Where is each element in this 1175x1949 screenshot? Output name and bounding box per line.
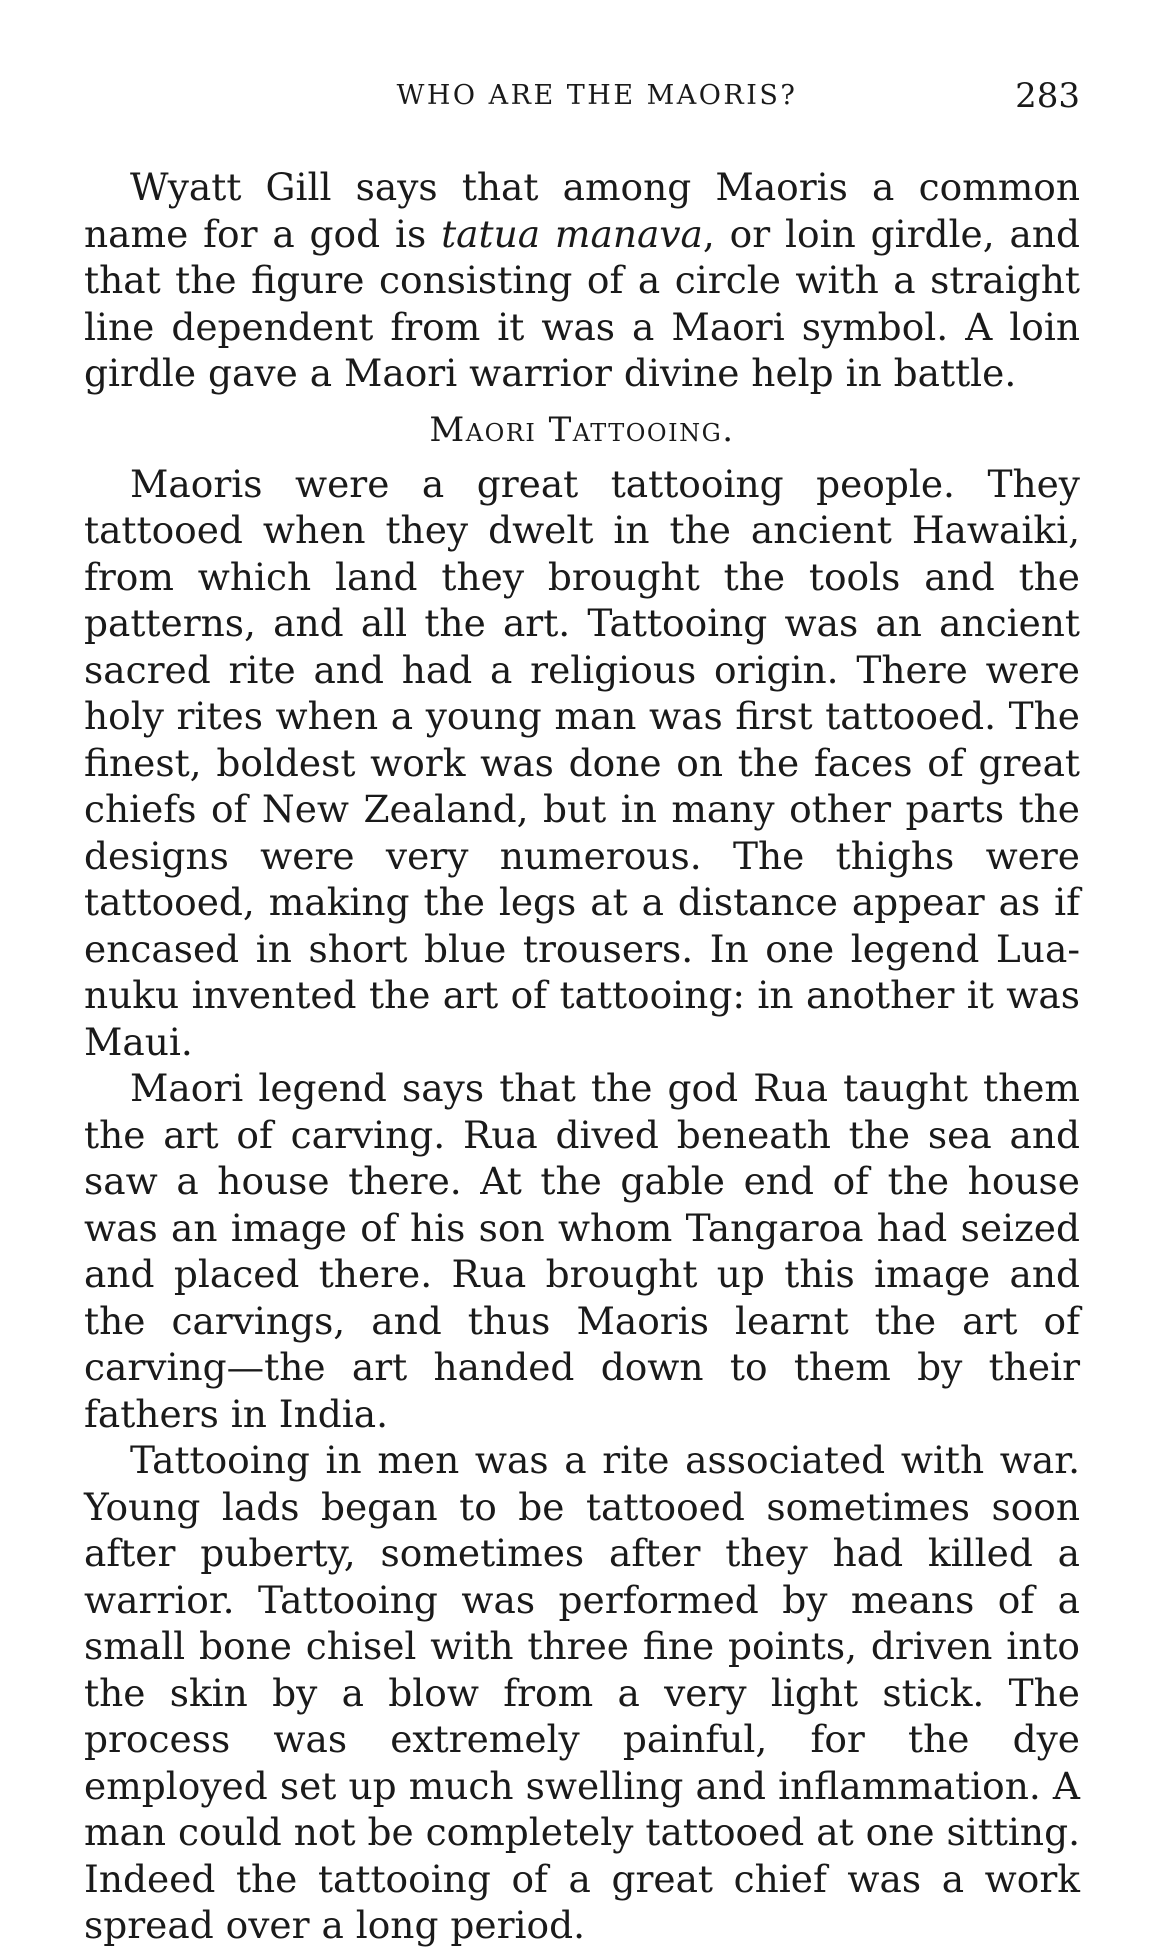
paragraph: Maori legend says that the god Rua taught them the art of carving. Rua dived beneath the sea and saw a house there. At the gable end of the house was an image of his son whom Tangaroa had seized and placed there. Rua brought up this image and the carvings, and thus Maoris learnt the art of carving—the art handed down to them by their fathers in India. xyxy=(84,1066,1080,1436)
running-title: WHO ARE THE MAORIS? xyxy=(396,80,798,111)
paragraph: Tattooing in men was a rite associated with war. Young lads began to be tattooed sometimes soon after puberty, sometimes after they had killed a warrior. Tattooing was performed by means of a small bone chisel with three fine points, driven into the skin by a blow from a very light stick. The process was extremely painful, for the dye employed set up much swelling and inflammation. A man could not be completely tattooed at one sitting. Indeed the tattooing of a great chief was a work spread over a long period. xyxy=(84,1438,1080,1947)
paragraph xyxy=(84,164,1080,397)
section-heading: Maori Tattooing. xyxy=(429,409,735,450)
italic-term: tatua manava xyxy=(441,211,703,256)
running-head xyxy=(84,76,1080,126)
paragraph-text: , or loin girdle, and that the figure consisting of a circle with a straight line dependent from it was a Maori symbol. A loin girdle gave a Maori warrior divine help in battle. xyxy=(84,211,1080,395)
paragraph: Maoris were a great tattooing people. They tattooed when they dwelt in the ancient Hawaiki, from which land they brought the tools and the patterns, and all the art. Tattooing was an ancient sacred rite and had a religious origin. There were holy rites when a young man was first tattooed. The finest, boldest work was done on the faces of great chiefs of New Zealand, but in many other parts the designs were very numerous. The thighs were tattooed, making the legs at a distance appear as if encased in short blue trousers. In one legend Lua-nuku invented the art of tattooing: in another it was Maui. xyxy=(84,461,1080,1064)
book-page xyxy=(84,76,1080,1949)
paragraph-text: Wyatt Gill says that among Maoris a common name for a god is xyxy=(84,165,1080,256)
page-number: 283 xyxy=(1015,76,1080,116)
